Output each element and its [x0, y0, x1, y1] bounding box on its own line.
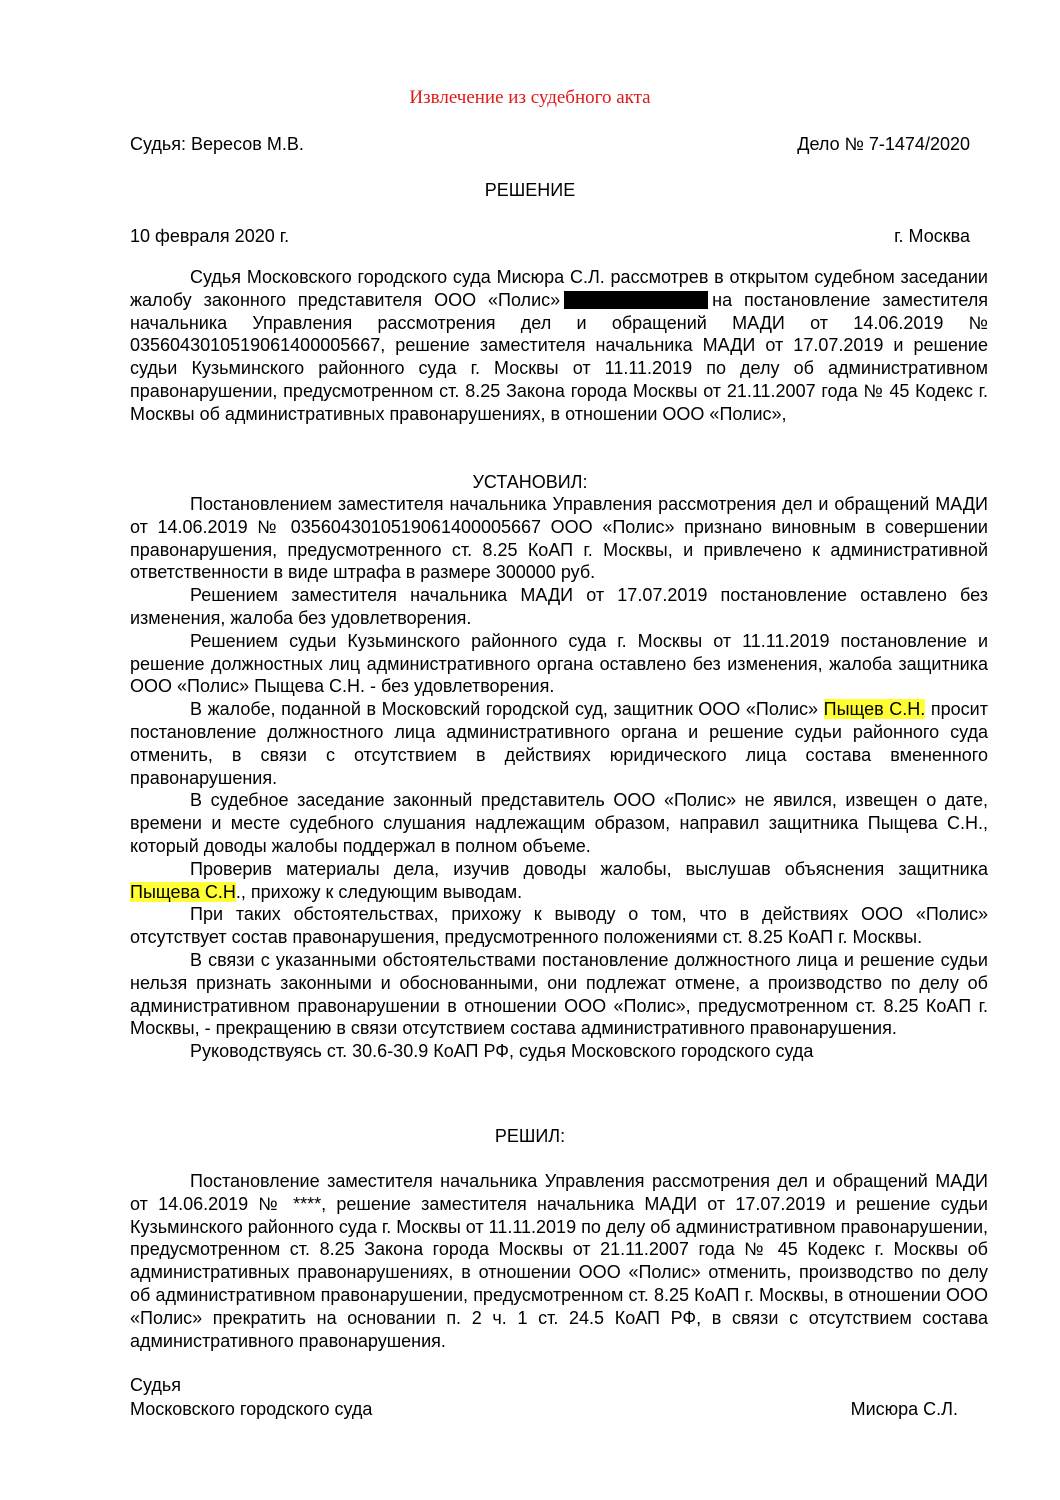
decision-date: 10 февраля 2020 г. [130, 226, 290, 246]
doc-title: РЕШЕНИЕ [484, 180, 576, 200]
judge-case-row [130, 132, 970, 156]
redaction-bar [564, 291, 708, 309]
judge-label: Судья: Вересов М.В. [130, 134, 304, 154]
established-p2: Решением заместителя начальника МАДИ от 17.07.2019 постановление оставлено без изменения, жалоба без удовлетворения. [130, 585, 988, 628]
decided-section [130, 1170, 988, 1352]
established-section [130, 493, 988, 1063]
established-p8: В связи с указанными обстоятельствами постановление должностного лица и решение судьи нельзя признать законными и обоснованными, они подлежат отмене, а производство по делу об административном правонарушении в отношении ООО «Полис», предусмотренном ст. 8.25 КоАП г. Москвы, - прекращению в связи отсутствием состава административного правонарушения. [130, 949, 988, 1039]
decided-p1: Постановление заместителя начальника Управления рассмотрения дел и обращений МАДИ от 14.06.2019 № ****, решение заместителя начальника МАДИ от 17.07.2019 и решение судьи Кузьминского районного суда г. Москвы от 11.11.2019 по делу об административном правонарушении, предусмотренном ст. 8.25 Закона города Москвы от 21.11.2007 года № 45 Кодекс г. Москвы об административных правонарушениях, в отношении ООО «Полис» отменить, производство по делу об административном правонарушении, предусмотренном ст. 8.25 КоАП г. Москвы, в отношении ООО «Полис» прекратить на основании п. 2 ч. 1 ст. 24.5 КоАП РФ, в связи с отсутствием состава административного правонарушения. [130, 1171, 988, 1351]
signature-name: Мисюра С.Л. [850, 1399, 958, 1419]
established-p3: Решением судьи Кузьминского районного суда г. Москвы от 11.11.2019 постановление и решение должностных лиц административного органа оставлено без изменения, жалоба защитника ООО «Полис» Пыщева С.Н. - без удовлетворения. [130, 630, 988, 697]
established-p5: В судебное заседание законный представитель ООО «Полис» не явился, извещен о дате, времени и месте судебного слушания надлежащим образом, направил защитника Пыщева С.Н., который доводы жалобы поддержал в полном объеме. [130, 790, 988, 856]
signature-block [130, 1373, 958, 1421]
intro-section [130, 266, 988, 426]
intro-paragraph: Судья Московского городского суда Мисюра С.Л. рассмотрев в открытом судебном заседании жалобу законного представителя ООО «Полис» на постановление заместителя начальника Управления рассмотрения дел и обращений МАДИ от 14.06.2019 № 0356043010519061400005667, решение заместителя начальника МАДИ от 17.07.2019 и решение судьи Кузьминского районного суда г. Москвы от 11.11.2019 по делу об административном правонарушении, предусмотренном ст. 8.25 Закона города Москвы от 21.11.2007 года № 45 Кодекс г. Москвы об административных правонарушениях, в отношении ООО «Полис», [130, 267, 988, 424]
highlight-name: Пыщев С.Н. [823, 699, 926, 720]
established-p9: Руководствуясь ст. 30.6-30.9 КоАП РФ, судья Московского городского суда [190, 1041, 814, 1062]
signature-line1: Судья [130, 1375, 182, 1395]
established-p1: Постановлением заместителя начальника Управления рассмотрения дел и обращений МАДИ от 14.06.2019 № 0356043010519061400005667 ООО «Полис» признано виновным в совершении правонарушения, предусмотренного ст. 8.25 КоАП г. Москвы, и привлечено к административной ответственности в виде штрафа в размере 300000 руб. [130, 494, 988, 583]
established-p7: При таких обстоятельствах, прихожу к выводу о том, что в действиях ООО «Полис» отсутствует состав правонарушения, предусмотренного положениями ст. 8.25 КоАП г. Москвы. [130, 904, 988, 948]
highlight-name: Пыщева С.Н [130, 881, 236, 902]
case-number: Дело № 7-1474/2020 [797, 134, 970, 154]
city: г. Москва [894, 226, 970, 246]
established-heading: УСТАНОВИЛ: [472, 472, 588, 492]
date-city-row [130, 224, 970, 248]
extract-title: Извлечение из судебного акта [409, 87, 651, 108]
established-p4: В жалобе, поданной в Московский городской суд, защитник ООО «Полис» Пыщев С.Н. просит постановление должностного лица административного органа и решение судьи районного суда отменить, в связи с отсутствием в действиях юридического лица состава вмененного правонарушения. [130, 699, 988, 788]
decided-heading: РЕШИЛ: [494, 1126, 566, 1146]
established-p6: Проверив материалы дела, изучив доводы жалобы, выслушав объяснения защитника Пыщева С.Н., прихожу к следующим выводам. [130, 858, 988, 902]
signature-line2: Московского городского суда [130, 1399, 373, 1419]
